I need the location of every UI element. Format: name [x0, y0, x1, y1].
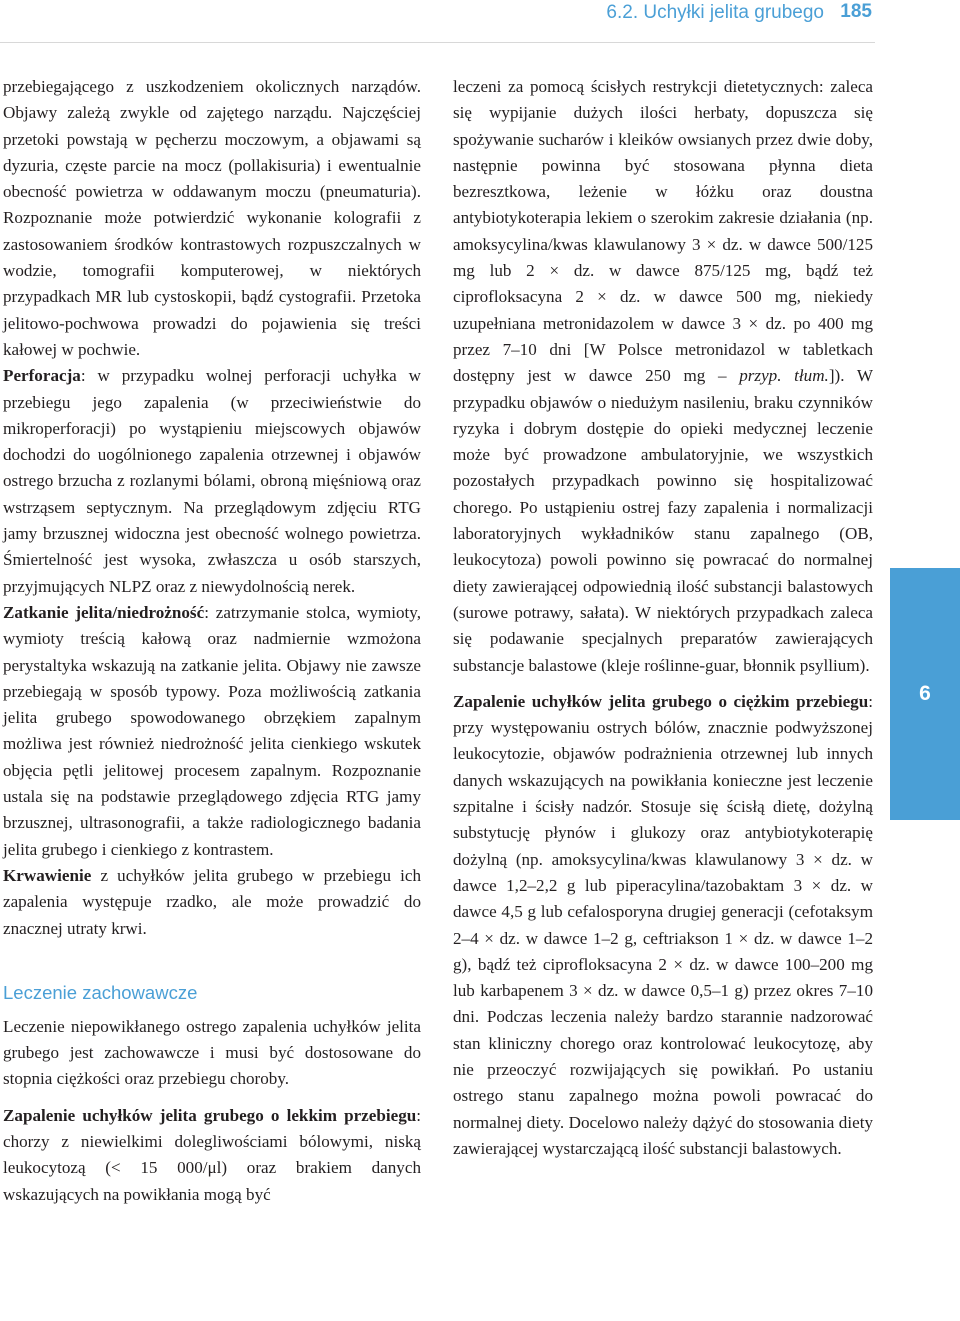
paragraph-conservative-intro: Leczenie niepowikłanego ostrego zapalenia uchyłków jelita grubego jest zachowawcze i musi być dostosowane do stopnia ciężkości oraz przebiegu choroby. — [3, 1016, 421, 1089]
paragraph-fistula: przebiegającego z uszkodzeniem okolicznych narządów. Objawy zależą zwykle od zajętego narządu. Najczęściej przetoki powstają w pęcherzu moczowym, a objawami są dyzuria, częste parcie na mocz (pollakisuria) i ewentualnie obecność powietrza w oddawanym moczu (pneumaturia). Rozpoznanie może potwierdzić wykonanie kolografii z zastosowaniem środków kontrastowych rozpuszczalnych w wodzie, tomografii komputerowej, w niektórych przypadkach MR lub cystoskopii, bądź cystografii. Przetoka jelitowo-pochwowa prowadzi do pojawienia się treści kałowej w pochwie. — [3, 77, 421, 359]
text-mild-course-cont-b: ]). W przypadku objawów o niedużym nasileniu, braku czynników ryzyka i dobrym dostępie do opieki medycznej leczenie może być prowadzone ambulatoryjnie, we wszystkich pozostałych przypadkach powinno się hospitalizować chorego. Po ustąpieniu ostrej fazy zapalenia i normalizacji laboratoryjnych wykładników stanu zapalnego (OB, leukocytoza) powoli powinno się powracać do normalnej diety zawierającej odpowiednią ilość substancji balastowych (surowe potrawy, sałata). W niektórych przypadkach zaleca się podawanie specjalnych preparatów zawierających substancje balastowe (kleje roślinne-guar, błonnik psyllium). — [453, 366, 874, 675]
running-head-section-title: 6.2. Uchyłki jelita grubego — [606, 2, 824, 23]
term-bleeding: Krwawienie — [3, 865, 92, 885]
chapter-number: 6 — [919, 682, 931, 705]
paragraph-bleeding — [3, 863, 421, 942]
chapter-thumb-tab — [890, 568, 960, 820]
paragraph-obstruction — [3, 600, 421, 863]
term-mild-course: Zapalenie uchyłków jelita grubego o lekkim przebiegu — [3, 1105, 417, 1125]
text-severe-course: : przy występowaniu ostrych bólów, znacznie podwyższonej leukocytozie, objawów podrażnienia otrzewnej lub innych danych wskazujących na powikłania konieczne jest leczenie szpitalne i ścisły nadzór. Stosuje się ścisłą dietę, dożylną substytucję płynów i glukozy oraz antybiotykoterapię dożylną (np. amoksycylina/kwas klawulanowy 3 × dz. w dawce 1,2–2,2 g lub piperacylina/tazobaktam 3 × dz. w dawce 4,5 g lub cefalosporyna drugiej generacji (cefotaksym 2–4 × dz. w dawce 1–2 g, ceftriakson 1 × dz. w dawce 1–2 g), bądź też ciprofloksacyna 2 × dz. w dawce 100–200 mg lub karbapenem 3 × dz. w dawce 0,5–1 g) przez okres 7–10 dni. Podczas leczenia należy bardzo starannie nadzorować stan kliniczny chorego oraz kontrolować leukocytozę, aby nie przeoczyć rozwijających się powikłań. Po ustaniu ostrego stanu zapalnego można powoli powracać do normalnej diety. Docelowo należy dążyć do stosowania diety zawierającej wystarczającą ilość substancji balastowych. — [453, 691, 873, 1158]
term-perforation: Perforacja — [3, 366, 81, 386]
left-text-column — [3, 74, 421, 1208]
paragraph-mild-course — [3, 1103, 421, 1208]
running-head — [0, 0, 960, 28]
term-obstruction: Zatkanie jelita/niedrożność — [3, 602, 205, 622]
text-mild-course-cont-a: leczeni za pomocą ścisłych restrykcji dietetycznych: zaleca się wypijanie dużych ilości herbaty, dopuszcza się spożywanie sucharów i kleików owsianych przez dwie doby, następnie powinna być stosowana płynna dieta bezresztkowa, leżenie w łóżku oraz doustna antybiotykoterapia lekiem o szerokim zakresie działania (np. amoksycylina/kwas klawulanowy 3 × dz. w dawce 500/125 mg lub 2 × dz. w dawce 875/125 mg, bądź też ciprofloksacyna 2 × dz. w dawce 500 mg, niekiedy uzupełniana metronidazolem w dawce 3 × dz. po 400 mg przez 7–10 dni [W Polsce metronidazol w tabletkach dostępny jest w dawce 250 mg – — [453, 77, 873, 386]
paragraph-mild-course-continued — [453, 74, 873, 679]
text-bleeding: z uchyłków jelita grubego w przebiegu ich zapalenia występuje rzadko, ale może prowadzić do znacznej utraty krwi. — [3, 865, 421, 938]
paragraph-perforation — [3, 363, 421, 600]
text-translator-note: przyp. tłum. — [739, 366, 829, 386]
right-text-column — [453, 74, 873, 1162]
paragraph-severe-course — [453, 689, 873, 1162]
section-heading-conservative-treatment: Leczenie zachowawcze — [3, 981, 198, 1003]
page-number: 185 — [840, 1, 872, 22]
text-obstruction: : zatrzymanie stolca, wymioty, wymioty treścią kałową oraz nadmiernie wzmożona perystaltyka wskazują na zatkanie jelita. Objawy nie zawsze przebiegają w sposób typowy. Poza możliwością zatkania jelita grubego spowodowanego obrzękiem zapalnym możliwa jest również niedrożność jelita cienkiego wskutek objęcia pętli jelitowej procesem zapalnym. Rozpoznanie ustala się na podstawie przeglądowego zdjęcia RTG jamy brzusznej, ultrasonografii, a także radiologicznego badania jelita grubego i cienkiego z kontrastem. — [3, 602, 421, 859]
heading-spacer — [3, 942, 421, 980]
heading-spacer — [3, 1006, 421, 1014]
term-severe-course: Zapalenie uchyłków jelita grubego o ciężkim przebiegu — [453, 691, 869, 711]
text-mild-course: : chorzy z niewielkimi dolegliwościami bólowymi, niską leukocytozą (< 15 000/μl) oraz brakiem danych wskazujących na powikłania mogą być — [3, 1105, 421, 1204]
text-perforation: : w przypadku wolnej perforacji uchyłka w przebiegu jego zapalenia (w przeciwieństwie do mikroperforacji) po wystąpieniu miejscowych objawów dochodzi do uogólnionego zapalenia otrzewnej i objawów ostrego brzucha z rozlanymi bólami, obroną mięśniową oraz wstrząsem septycznym. Na przeglądowym zdjęciu RTG jamy brzusznej widoczna jest obecność wolnego powietrza. Śmiertelność jest wysoka, zwłaszcza u osób starszych, przyjmujących NLPZ oraz z niewydolnością nerek. — [3, 366, 421, 596]
header-divider — [0, 42, 875, 43]
